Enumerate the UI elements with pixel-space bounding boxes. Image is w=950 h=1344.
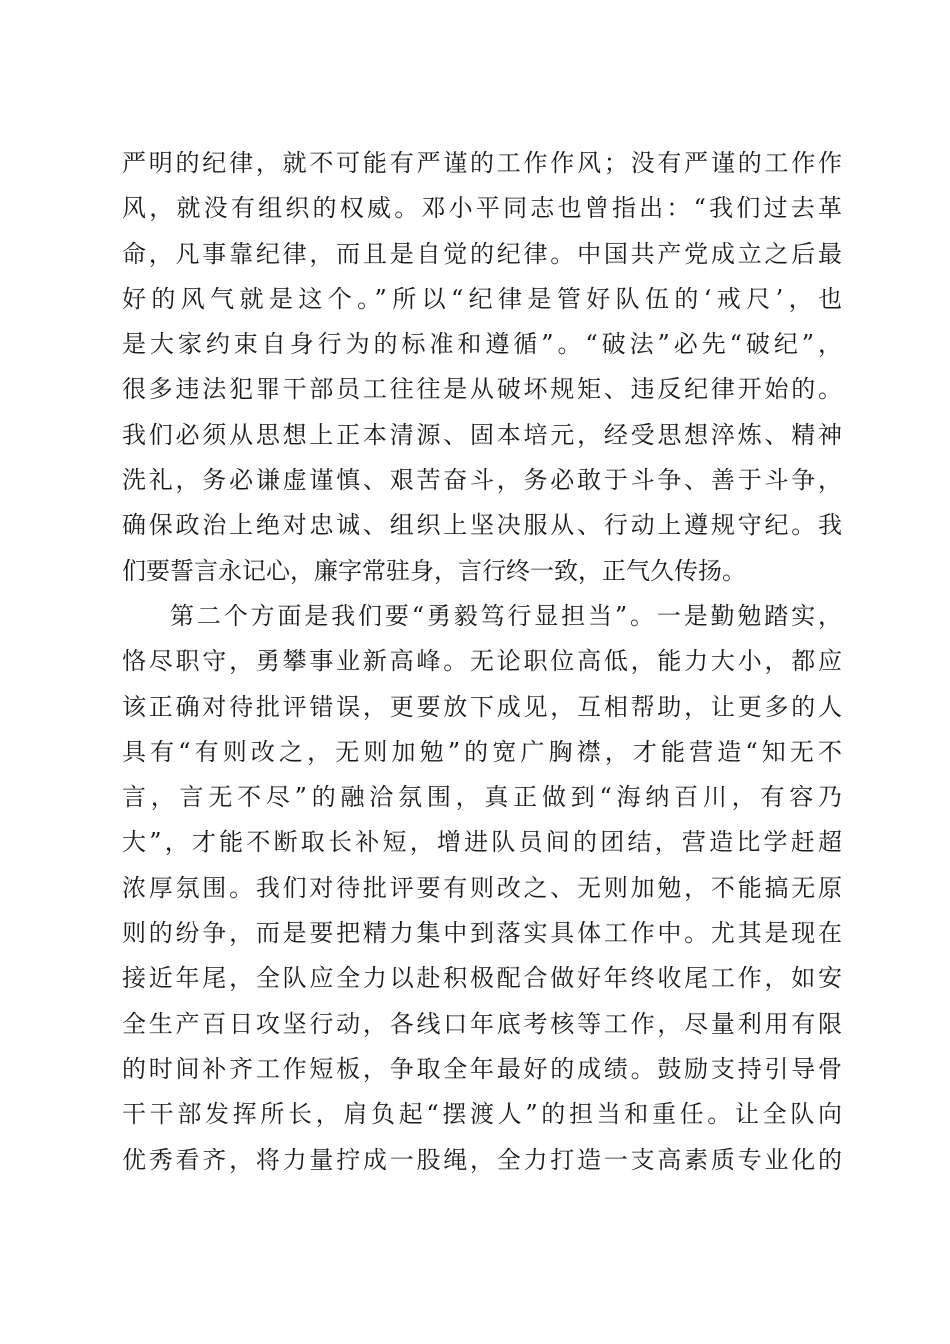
- text-line: 第二个方面是我们要“勇毅笃行显担当”。一是勤勉踏实，: [170, 601, 842, 630]
- text-line: 我们必须从思想上正本清源、固本培元，经受思想淬炼、精神: [122, 420, 842, 449]
- text-line: 是大家约束自身行为的标准和遵循”。“破法”必先“破纪”，: [122, 330, 842, 359]
- text-line: 的时间补齐工作短板，争取全年最好的成绩。鼓励支持引导骨: [122, 1054, 842, 1083]
- text-line: 命，凡事靠纪律，而且是自觉的纪律。中国共产党成立之后最: [122, 239, 842, 268]
- text-line: 具有“有则改之，无则加勉”的宽广胸襟，才能营造“知无不: [122, 737, 842, 766]
- text-line: 则的纷争，而是要把精力集中到落实具体工作中。尤其是现在: [122, 919, 842, 948]
- text-line: 浓厚氛围。我们对待批评要有则改之、无则加勉，不能搞无原: [122, 873, 842, 902]
- paragraph-discipline: [122, 141, 842, 594]
- text-line: 严明的纪律，就不可能有严谨的工作作风；没有严谨的工作作: [122, 149, 842, 177]
- text-line: 接近年尾，全队应全力以赴积极配合做好年终收尾工作，如安: [122, 964, 842, 993]
- text-line: 优秀看齐，将力量拧成一股绳，全力打造一支高素质专业化的: [122, 1145, 842, 1174]
- text-line: 大”，才能不断取长补短，增进队员间的团结，营造比学赶超: [122, 828, 842, 857]
- text-line: 言，言无不尽”的融洽氛围，真正做到“海纳百川，有容乃: [122, 783, 842, 812]
- text-line: 很多违法犯罪干部员工往往是从破坏规矩、违反纪律开始的。: [122, 375, 842, 404]
- paragraph-responsibility: [122, 594, 842, 1183]
- text-line: 风，就没有组织的权威。邓小平同志也曾指出：“我们过去革: [122, 194, 842, 223]
- text-line: 确保政治上绝对忠诚、组织上坚决服从、行动上遵规守纪。我: [122, 511, 842, 540]
- document-body: [122, 141, 842, 1183]
- text-line: 好的风气就是这个。”所以“纪律是管好队伍的‘戒尺’，也: [122, 284, 842, 313]
- text-line: 该正确对待批评错误，更要放下成见，互相帮助，让更多的人: [122, 692, 842, 721]
- text-line: 全生产百日攻坚行动，各线口年底考核等工作，尽量利用有限: [122, 1009, 842, 1038]
- text-line: 洗礼，务必谦虚谨慎、艰苦奋斗，务必敢于斗争、善于斗争，: [122, 466, 842, 495]
- text-line: 干干部发挥所长，肩负起“摆渡人”的担当和重任。让全队向: [122, 1100, 842, 1129]
- text-line: 们要誓言永记心，廉字常驻身，言行终一致，正气久传扬。: [122, 556, 746, 585]
- text-line: 恪尽职守，勇攀事业新高峰。无论职位高低，能力大小，都应: [122, 647, 842, 676]
